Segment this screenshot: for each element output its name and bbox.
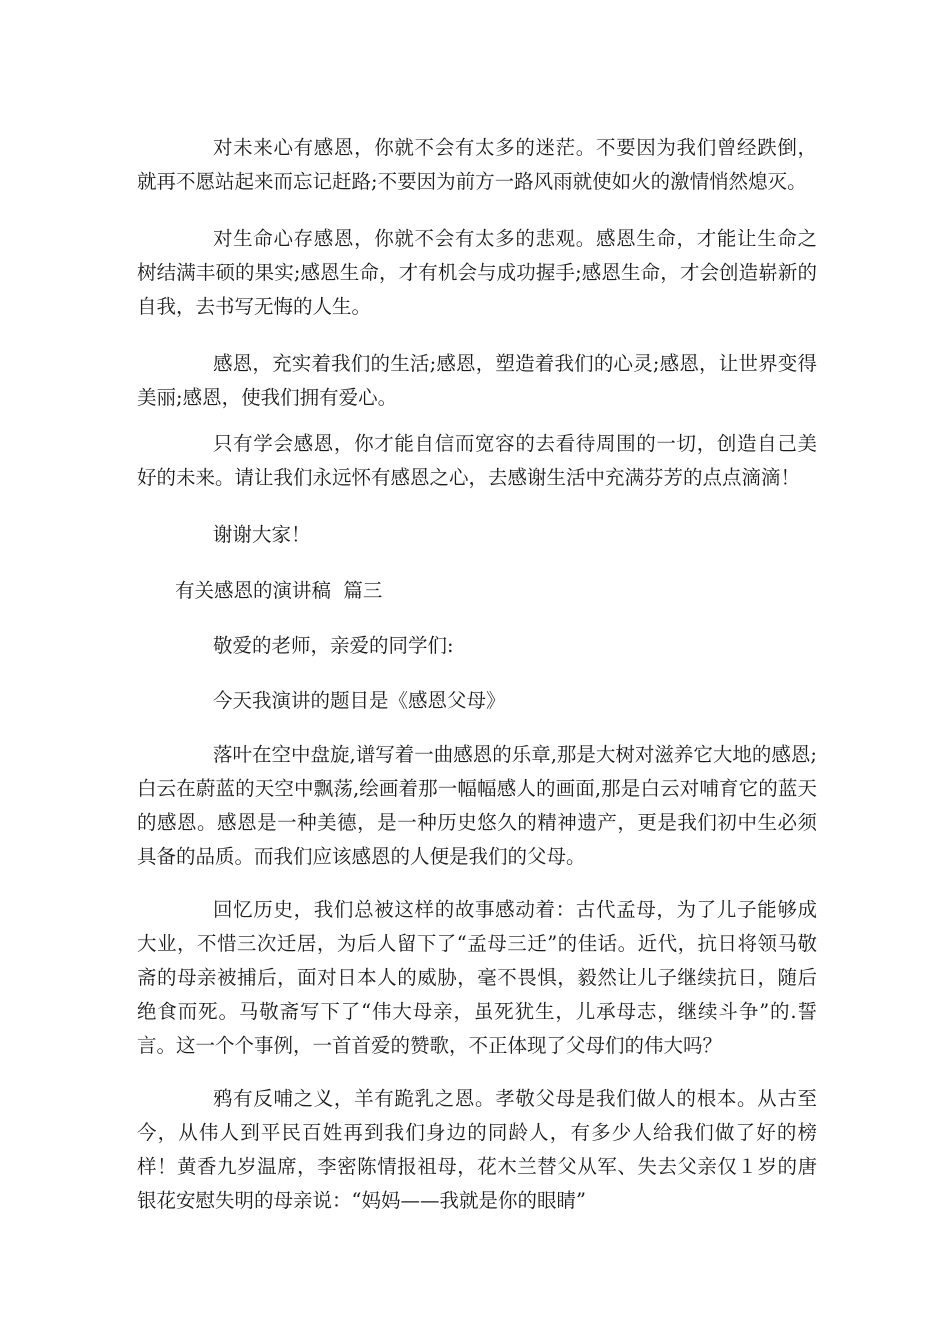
paragraph-falling-leaves: 落叶在空中盘旋,谱写着一曲感恩的乐章,那是大树对滋养它大地的感恩;白云在蔚蓝的天空中飘荡,绘画着那一幅幅感人的画面,那是白云对哺育它的蓝天的感恩。感恩是一种美德，是一种历史悠久的精神遗产，更是我们初中生必须具备的品质。而我们应该感恩的人便是我们的父母。 xyxy=(137,743,817,868)
section-heading: 有关感恩的演讲稿 篇三 xyxy=(175,579,383,602)
paragraph-gratitude-effects: 感恩，充实着我们的生活;感恩，塑造着我们的心灵;感恩，让世界变得美丽;感恩，使我们拥有爱心。 xyxy=(137,352,817,409)
greeting-line: 敬爱的老师，亲爱的同学们: xyxy=(213,634,454,657)
paragraph-future-gratitude: 对未来心有感恩，你就不会有太多的迷茫。不要因为我们曾经跌倒，就再不愿站起来而忘记赶路;不要因为前方一路风雨就使如火的激情悄然熄灭。 xyxy=(137,136,817,193)
paragraph-life-gratitude: 对生命心存感恩，你就不会有太多的悲观。感恩生命，才能让生命之树结满丰硕的果实;感恩生命，才有机会与成功握手;感恩生命，才会创造崭新的自我，去书写无悔的人生。 xyxy=(137,227,817,318)
speech-topic: 今天我演讲的题目是《感恩父母》 xyxy=(213,689,506,712)
paragraph-filial-piety: 鸦有反哺之义，羊有跪乳之恩。孝敬父母是我们做人的根本。从古至今，从伟人到平民百姓再到我们身边的同龄人，有多少人给我们做了好的榜样！黄香九岁温席，李密陈情报祖母，花木兰替父从军、失去父亲仅１岁的唐银花安慰失明的母亲说：“妈妈——我就是你的眼睛” xyxy=(137,1087,817,1212)
paragraph-thanks: 谢谢大家！ xyxy=(213,523,311,546)
paragraph-history: 回忆历史，我们总被这样的故事感动着：古代孟母，为了儿子能够成大业，不惜三次迁居，为后人留下了“孟母三迁”的佳话。近代，抗日将领马敬斋的母亲被捕后，面对日本人的威胁，毫不畏惧，毅然让儿子继续抗日，随后绝食而死。马敬斋写下了“伟大母亲，虽死犹生，儿承母志，继续斗争”的.誓言。这一个个事例，一首首爱的赞歌，不正体现了父母们的伟大吗？ xyxy=(137,898,817,1057)
paragraph-learn-gratitude: 只有学会感恩，你才能自信而宽容的去看待周围的一切，创造自己美好的未来。请让我们永远怀有感恩之心，去感谢生活中充满芬芳的点点滴滴！ xyxy=(137,432,817,489)
